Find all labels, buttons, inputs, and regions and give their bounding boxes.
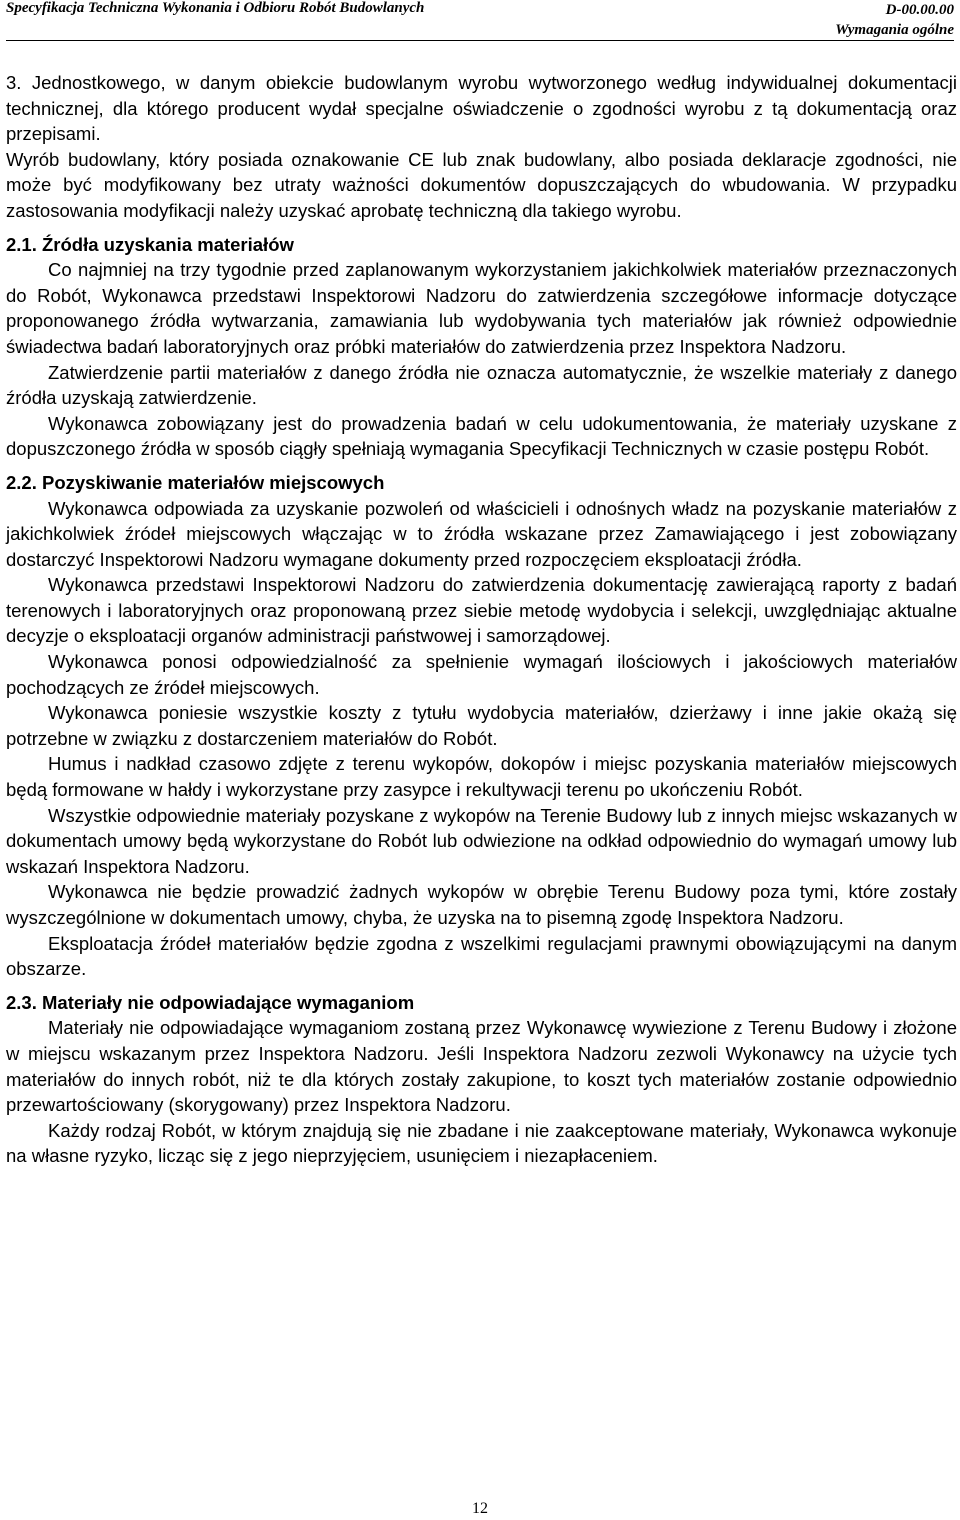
body-paragraph: Humus i nadkład czasowo zdjęte z terenu wykopów, dokopów i miejsc pozyskania materiałów miejscowych będą formowane w hałdy i wykorzystane przy zasypce i rekultywacji terenu po ukończeniu Robót.	[6, 753, 957, 801]
header-document-title: Specyfikacja Techniczna Wykonania i Odbioru Robót Budowlanych	[6, 0, 425, 16]
section-heading-2-3: 2.3. Materiały nie odpowiadające wymaganiom	[6, 991, 415, 1013]
body-paragraph: Materiały nie odpowiadające wymaganiom zostaną przez Wykonawcę wywiezione z Terenu Budowy i złożone w miejscu wskazanym przez Inspektora Nadzoru. Jeśli Inspektora Nadzoru zezwoli Wykonawcy na użycie tych materiałów do innych robót, niż te dla których zostały zakupione, to koszt tych materiałów zostanie odpowiednio przewartościowany (skorygowany) przez Inspektora Nadzoru.	[6, 1017, 957, 1116]
page-number: 12	[472, 1500, 488, 1517]
document-body	[6, 70, 957, 1169]
intro-paragraph: Wyrób budowlany, który posiada oznakowanie CE lub znak budowlany, albo posiada deklaracje zgodności, nie może być modyfikowany bez utraty ważności dokumentów dopuszczających do wbudowania. W przypadku zastosowania modyfikacji należy uzyskać aprobatę techniczną dla takiego wyrobu.	[6, 148, 957, 221]
header-right-block	[835, 0, 954, 40]
header-document-code: D-00.00.00	[885, 2, 954, 18]
body-paragraph: Wykonawca ponosi odpowiedzialność za spełnienie wymagań ilościowych i jakościowych materiałów pochodzących ze źródeł miejscowych.	[6, 651, 957, 698]
body-paragraph: Wykonawca zobowiązany jest do prowadzenia badań w celu udokumentowania, że materiały uzyskane z dopuszczonego źródła w sposób ciągły spełniają wymagania Specyfikacji Technicznych w czasie postępu Robót.	[6, 412, 957, 460]
body-paragraph: Każdy rodzaj Robót, w którym znajdują się nie zbadane i nie zaakceptowane materiały, Wykonawca wykonuje na własne ryzyko, licząc się z jego nieprzyjęciem, usunięciem i niezapłaceniem.	[6, 1119, 957, 1167]
body-paragraph: Wykonawca przedstawi Inspektorowi Nadzoru do zatwierdzenia dokumentację zawierającą raporty z badań terenowych i laboratoryjnych oraz proponowaną przez siebie metodę wydobycia i selekcji, uwzględniając aktualne decyzje o eksploatacji organów administracji państwowej i samorządowej.	[6, 574, 957, 647]
body-paragraph: Eksploatacja źródeł materiałów będzie zgodna z wszelkimi regulacjami prawnymi obowiązującymi na danym obszarze.	[6, 932, 957, 980]
header-section-subtitle: Wymagania ogólne	[835, 22, 954, 38]
body-paragraph: Wykonawca nie będzie prowadzić żadnych wykopów w obrębie Terenu Budowy poza tymi, które zostały wyszczególnione w dokumentach umowy, chyba, że uzyska na to pisemną zgodę Inspektora Nadzoru.	[6, 881, 957, 928]
header-divider	[6, 40, 954, 41]
body-paragraph: Zatwierdzenie partii materiałów z danego źródła nie oznacza automatycznie, że wszelkie materiały z danego źródła uzyskają zatwierdzenie.	[6, 361, 957, 409]
section-heading-2-2: 2.2. Pozyskiwanie materiałów miejscowych	[6, 471, 385, 493]
body-paragraph: Wykonawca odpowiada za uzyskanie pozwoleń od właścicieli i odnośnych władz na pozyskanie materiałów z jakichkolwiek źródeł miejscowych włączając w to źródła wskazane przez Zamawiającego i jest zobowiązany dostarczyć Inspektorowi Nadzoru wymagane dokumenty przed rozpoczęciem eksploatacji źródła.	[6, 497, 957, 570]
body-paragraph: Wszystkie odpowiednie materiały pozyskane z wykopów na Terenie Budowy lub z innych miejsc wskazanych w dokumentach umowy będą wykorzystane do Robót lub odwiezione na odkład odpowiednio do wymagań umowy lub wskazań Inspektora Nadzoru.	[6, 804, 957, 877]
section-heading-2-1: 2.1. Źródła uzyskania materiałów	[6, 233, 294, 255]
intro-paragraph: 3. Jednostkowego, w danym obiekcie budowlanym wyrobu wytworzonego według indywidualnej dokumentacji technicznej, dla którego producent wydał specjalne oświadczenie o zgodności wyrobu z tą dokumentacją oraz przepisami.	[6, 72, 957, 145]
body-paragraph: Co najmniej na trzy tygodnie przed zaplanowanym wykorzystaniem jakichkolwiek materiałów przeznaczonych do Robót, Wykonawca przedstawi Inspektorowi Nadzoru do zatwierdzenia szczegółowe informacje dotyczące proponowanego źródła wytwarzania, zamawiania lub wydobywania tych materiałów jak również odpowiednie świadectwa badań laboratoryjnych oraz próbki materiałów do zatwierdzenia przez Inspektora Nadzoru.	[6, 259, 957, 357]
body-paragraph: Wykonawca poniesie wszystkie koszty z tytułu wydobycia materiałów, dzierżawy i inne jakie okażą się potrzebne w związku z dostarczeniem materiałów do Robót.	[6, 702, 957, 749]
